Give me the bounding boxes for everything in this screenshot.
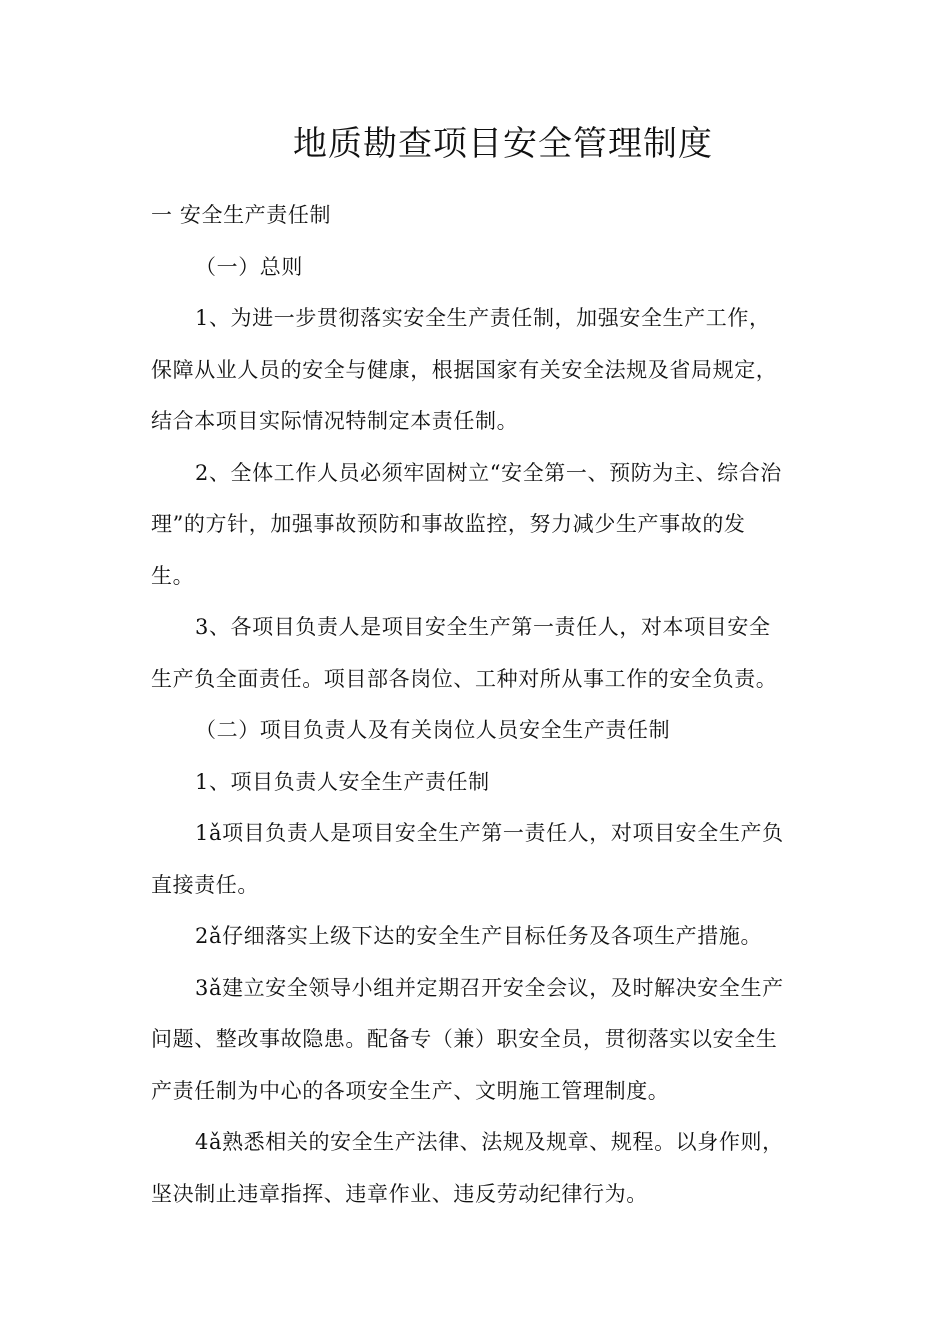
paragraph-line: 坚决制止违章指挥、违章作业、违反劳动纪律行为。 [151, 1181, 648, 1206]
document-body [151, 190, 803, 1220]
paragraph-line: 1ǎ项目负责人是项目安全生产第一责任人，对项目安全生产负 [195, 821, 784, 845]
paragraph-line: 保障从业人员的安全与健康，根据国家有关安全法规及省局规定， [151, 357, 778, 382]
paragraph-line: 直接责任。 [151, 872, 259, 897]
subsection-heading: （二）项目负责人及有关岗位人员安全生产责任制 [195, 718, 671, 742]
paragraph-line: 生。 [151, 563, 195, 588]
paragraph-line: 产责任制为中心的各项安全生产、文明施工管理制度。 [151, 1078, 670, 1103]
paragraph-line: 理”的方针，加强事故预防和事故监控，努力减少生产事故的发 [151, 512, 746, 536]
paragraph-line: 4ǎ熟悉相关的安全生产法律、法规及规章、规程。以身作则， [195, 1130, 784, 1154]
paragraph-line: 问题、整改事故隐患。配备专（兼）职安全员，贯彻落实以安全生 [151, 1027, 778, 1051]
paragraph-line: 生产负全面责任。项目部各岗位、工种对所从事工作的安全负责。 [151, 666, 778, 691]
paragraph-line: 2ǎ仔细落实上级下达的安全生产目标任务及各项生产措施。 [195, 924, 763, 948]
paragraph-line: 3、各项目负责人是项目安全生产第一责任人，对本项目安全 [195, 615, 771, 639]
subsection-heading: （一）总则 [195, 254, 303, 279]
paragraph-line: 3ǎ建立安全领导小组并定期召开安全会议，及时解决安全生产 [195, 975, 784, 1000]
paragraph-line: 2、全体工作人员必须牢固树立“安全第一、预防为主、综合治 [195, 460, 782, 485]
section-heading: 一 安全生产责任制 [151, 203, 332, 227]
item-heading: 1、项目负责人安全生产责任制 [195, 769, 490, 794]
document-title: 地质勘查项目安全管理制度 [293, 124, 713, 164]
paragraph-line: 1、为进一步贯彻落实安全生产责任制，加强安全生产工作， [195, 306, 771, 330]
paragraph-line: 结合本项目实际情况特制定本责任制。 [151, 409, 519, 433]
